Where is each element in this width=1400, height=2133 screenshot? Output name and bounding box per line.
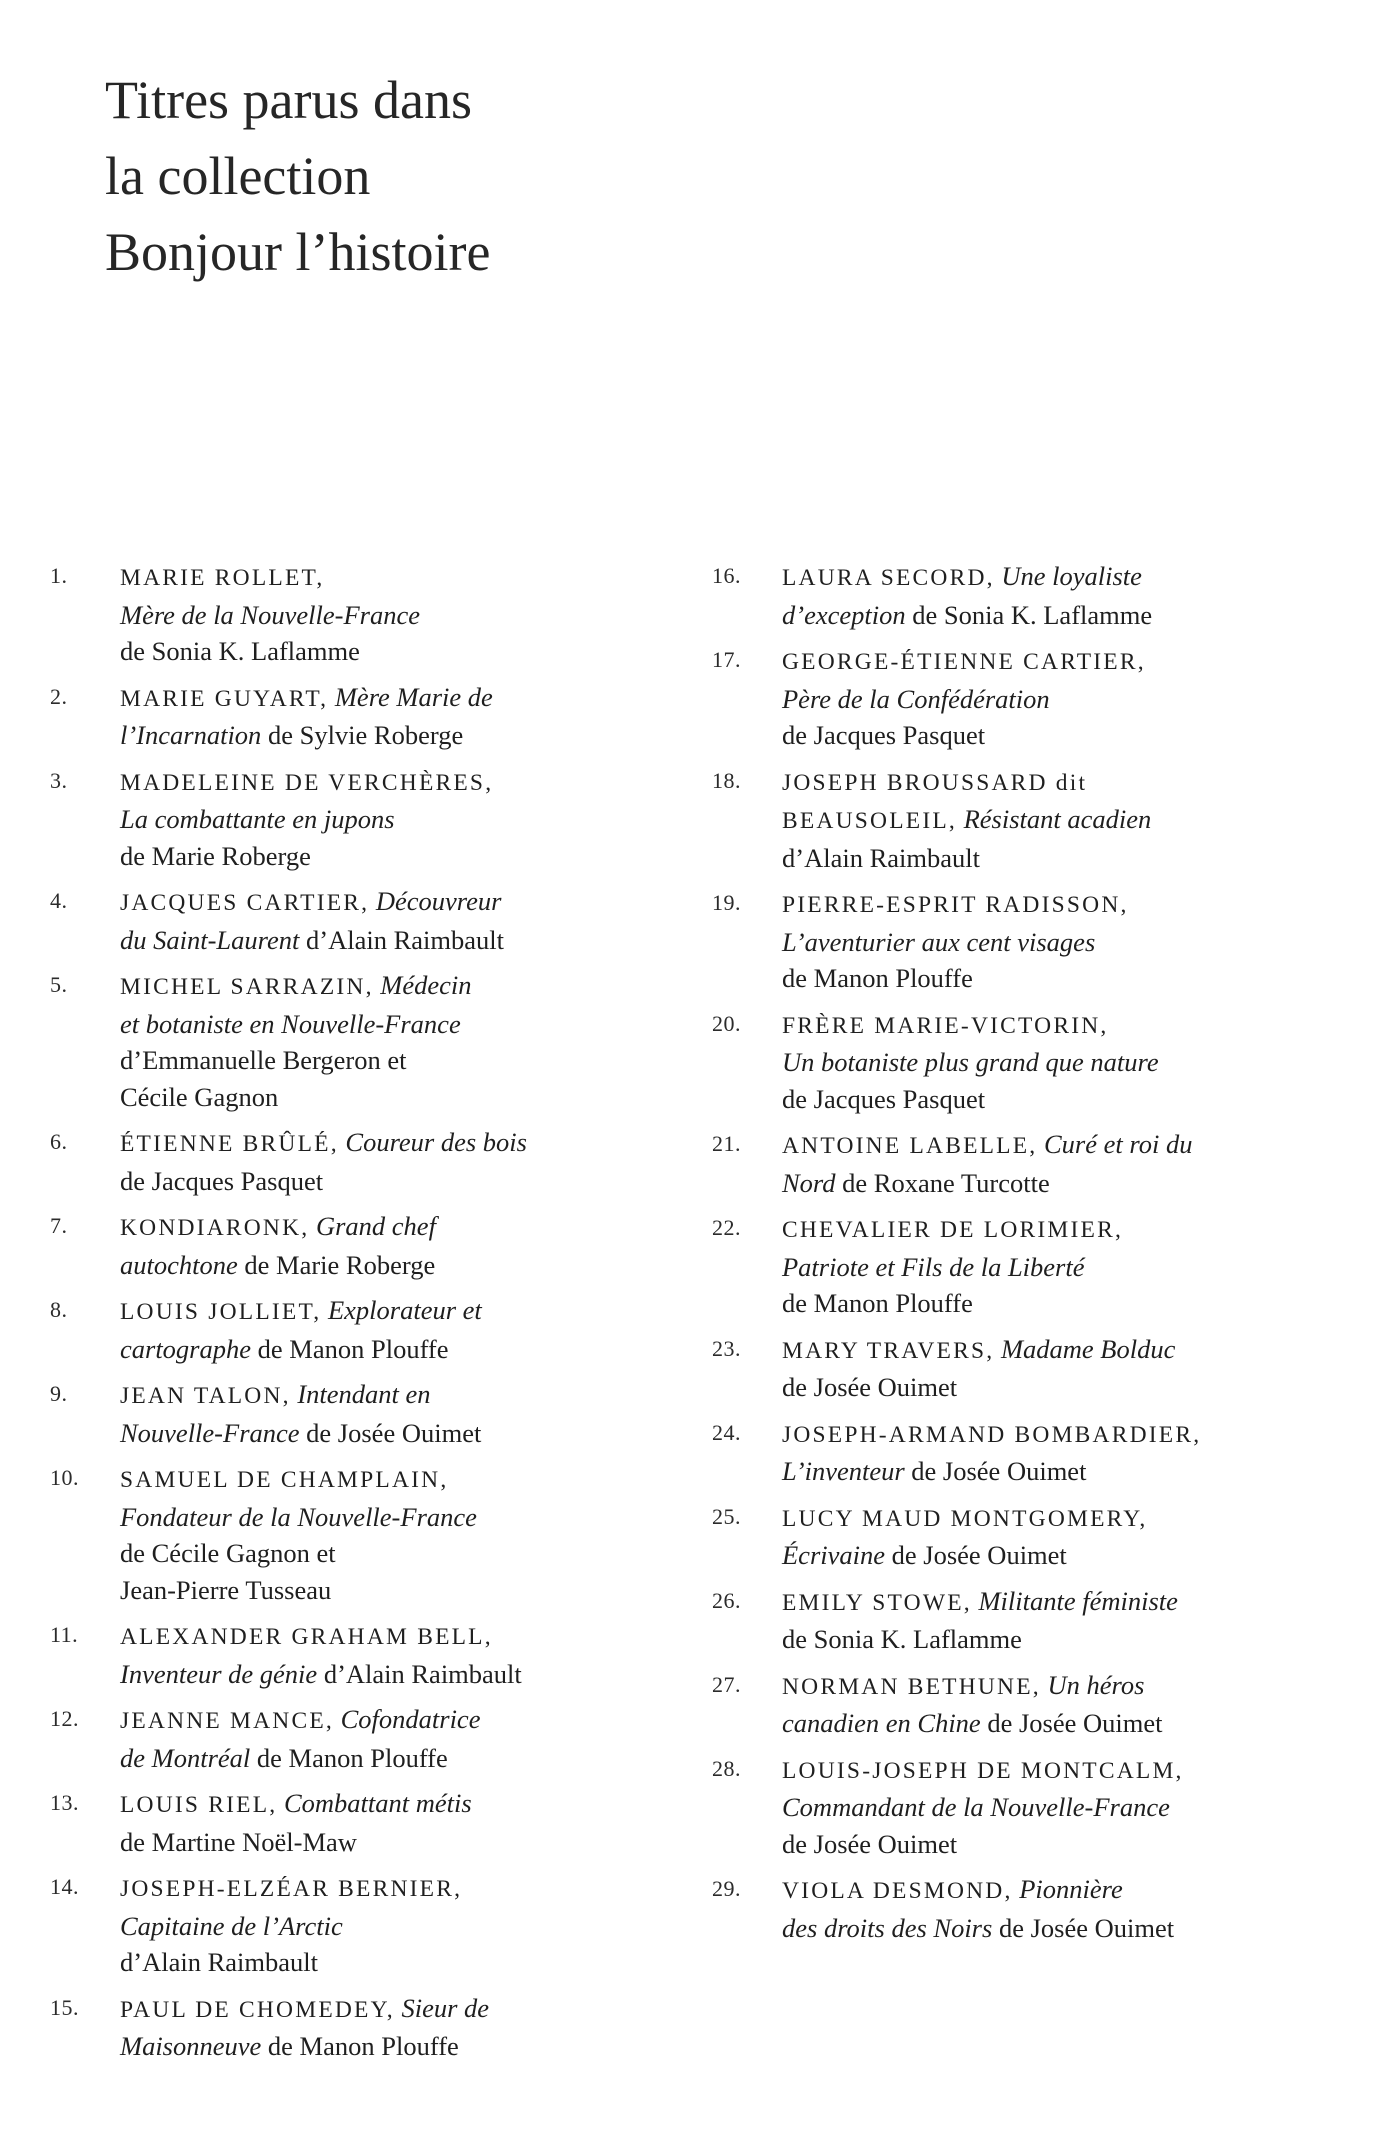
entry-number: 19.: [712, 890, 741, 915]
entry-author: [309, 1211, 316, 1241]
entry-name: MADELEINE DE VERCHÈRES,: [120, 769, 494, 796]
entry-subtitle: Patriote et Fils de la Liberté: [782, 1251, 1085, 1282]
entry-subtitle: L’aventurier aux cent visages: [782, 926, 1096, 957]
title-entry: [50, 1785, 620, 1860]
entry-name: ANTOINE LABELLE,: [782, 1133, 1038, 1159]
entry-name: JOSEPH BROUSSARD dit: [782, 769, 1088, 796]
entry-author: de Roxane Turcotte: [835, 1167, 1050, 1198]
title-line: Bonjour l’histoire: [105, 222, 491, 282]
entry-name: LOUIS JOLLIET,: [120, 1299, 322, 1325]
title-entry: [50, 883, 620, 958]
entry-subtitle: d’exception: [782, 599, 906, 630]
entry-subtitle: Madame Bolduc: [1000, 1333, 1176, 1364]
title-entry: [712, 642, 1312, 754]
entry-subtitle: Maisonneuve: [120, 2031, 262, 2061]
entry-author: de Manon Plouffe: [261, 2031, 459, 2061]
title-entry: [50, 763, 620, 875]
entry-text: [120, 1785, 620, 1860]
entry-subtitle: Grand chef: [315, 1211, 436, 1241]
entry-author: de Josée Ouimet: [904, 1456, 1087, 1486]
entry-author: de Marie Roberge: [120, 840, 311, 871]
entry-name: NORMAN BETHUNE,: [782, 1673, 1041, 1700]
entry-number: 26.: [712, 1587, 741, 1613]
title-entry: [712, 558, 1312, 633]
title-entry: [50, 1460, 620, 1608]
entry-subtitle: La combattante en jupons: [120, 804, 395, 834]
entry-number: 15.: [50, 1994, 79, 2020]
entry-text: [782, 1667, 1312, 1742]
entry-text: [120, 1292, 620, 1367]
title-entry: [712, 885, 1312, 997]
entry-text: [782, 885, 1312, 997]
entry-subtitle: Coureur des bois: [345, 1127, 527, 1157]
entry-author: de Marie Roberge: [237, 1249, 436, 1280]
entry-author: de Sonia K. Laflamme: [782, 1624, 1022, 1654]
entry-subtitle: autochtone: [120, 1249, 238, 1280]
title-entry: [50, 1124, 620, 1199]
entry-author: Jean-Pierre Tusseau: [120, 1574, 332, 1605]
entry-author: d’Alain Raimbault: [120, 1947, 318, 1977]
entry-subtitle: Père de la Confédération: [782, 683, 1050, 714]
entry-number: 4.: [50, 888, 68, 913]
entry-author: [277, 1788, 284, 1818]
entry-author: [369, 886, 376, 916]
entry-author: de Cécile Gagnon et: [120, 1538, 336, 1568]
entry-text: [782, 1499, 1312, 1574]
entry-subtitle: Inventeur de génie: [120, 1658, 318, 1689]
title-entry: [50, 1869, 620, 1981]
title-entry: [50, 967, 620, 1115]
entry-name: ÉTIENNE BRÛLÉ,: [120, 1131, 339, 1157]
entry-number: 16.: [712, 563, 741, 588]
entry-subtitle: Combattant métis: [283, 1788, 472, 1818]
entry-subtitle: canadien en Chine: [782, 1708, 981, 1738]
entry-subtitle: Un botaniste plus grand que nature: [782, 1047, 1159, 1077]
title-entry: [712, 1331, 1312, 1406]
entry-number: 23.: [712, 1335, 741, 1361]
entry-number: 8.: [50, 1297, 68, 1322]
entry-author: de Sonia K. Laflamme: [905, 599, 1153, 630]
entry-text: [782, 1331, 1312, 1406]
title-line: Titres parus dans: [105, 70, 473, 130]
entry-subtitle: Mère Marie de: [334, 681, 493, 712]
entry-author: de Manon Plouffe: [782, 963, 973, 993]
entry-text: [782, 1751, 1312, 1863]
entry-number: 18.: [712, 767, 741, 793]
entry-text: [120, 883, 620, 958]
entry-subtitle: Médecin: [380, 970, 472, 1000]
entry-subtitle: Intendant en: [297, 1379, 431, 1409]
entry-author: [334, 1704, 341, 1734]
entry-text: [120, 558, 620, 670]
title-entry: [712, 1667, 1312, 1742]
title-entry: [50, 1208, 620, 1283]
entry-author: de Josée Ouimet: [782, 1372, 958, 1402]
entry-subtitle: Résistant acadien: [963, 804, 1152, 834]
entry-name: LUCY MAUD MONTGOMERY,: [782, 1505, 1148, 1532]
entry-number: 7.: [50, 1213, 68, 1238]
entry-name: LOUIS-JOSEPH DE MONTCALM,: [782, 1757, 1184, 1784]
entry-text: [120, 1376, 620, 1451]
entry-name: ALEXANDER GRAHAM BELL,: [120, 1624, 493, 1650]
entry-subtitle: Une loyaliste: [1001, 561, 1142, 591]
entry-text: [782, 1415, 1312, 1490]
entry-number: 28.: [712, 1755, 741, 1781]
entry-subtitle: et botaniste en Nouvelle-France: [120, 1008, 461, 1039]
entry-text: [782, 1210, 1312, 1322]
entry-text: [120, 1701, 620, 1776]
entry-author: de Josée Ouimet: [782, 1828, 958, 1859]
entry-number: 9.: [50, 1381, 68, 1406]
title-entry: [50, 1990, 620, 2065]
entry-subtitle: du Saint-Laurent: [120, 924, 300, 955]
entry-name: MARY TRAVERS,: [782, 1337, 995, 1364]
title-entry: [712, 1126, 1312, 1201]
entry-name: CHEVALIER DE LORIMIER,: [782, 1217, 1124, 1243]
title-line: la collection: [105, 146, 371, 206]
entry-name: LOUIS RIEL,: [120, 1792, 278, 1818]
entry-subtitle: l’Incarnation: [120, 720, 262, 750]
title-entry: [712, 1751, 1312, 1863]
entry-subtitle: Curé et roi du: [1044, 1129, 1193, 1159]
entry-author: d’Alain Raimbault: [299, 924, 504, 955]
entry-number: 3.: [50, 767, 68, 793]
entry-subtitle: Nord: [782, 1167, 836, 1198]
entry-text: [782, 642, 1312, 754]
entry-author: de Manon Plouffe: [782, 1288, 973, 1318]
entry-text: [782, 1583, 1312, 1658]
entry-author: [321, 1295, 328, 1325]
entry-number: 12.: [50, 1706, 79, 1731]
titles-column-left: [50, 558, 620, 2074]
title-entry: [50, 1617, 620, 1692]
entry-name: JEAN TALON,: [120, 1383, 291, 1409]
entry-author: de Jacques Pasquet: [782, 1083, 986, 1114]
title-entry: [50, 1376, 620, 1451]
entry-author: d’Alain Raimbault: [782, 842, 980, 873]
entry-name: PIERRE-ESPRIT RADISSON,: [782, 892, 1129, 918]
entry-text: [120, 1460, 620, 1608]
entry-author: de Sonia K. Laflamme: [120, 636, 360, 666]
title-entry: [712, 1871, 1312, 1946]
title-entry: [712, 1415, 1312, 1490]
entry-author: de Jacques Pasquet: [120, 1165, 324, 1196]
entry-subtitle: L’inventeur: [782, 1456, 905, 1486]
entry-name: KONDIARONK,: [120, 1215, 310, 1241]
entry-author: de Manon Plouffe: [251, 1333, 449, 1364]
title-entry: [50, 1292, 620, 1367]
entry-name: GEORGE-ÉTIENNE CARTIER,: [782, 649, 1146, 675]
entry-subtitle: Un héros: [1047, 1669, 1145, 1700]
entry-name: JOSEPH-ELZÉAR BERNIER,: [120, 1876, 463, 1902]
entry-number: 1.: [50, 563, 68, 588]
entry-number: 22.: [712, 1215, 741, 1240]
entry-subtitle: Mère de la Nouvelle-France: [120, 599, 420, 630]
entry-name: MARIE ROLLET,: [120, 565, 325, 591]
entry-author: de Josée Ouimet: [299, 1417, 482, 1448]
entry-number: 5.: [50, 972, 68, 997]
entry-text: [120, 1990, 620, 2065]
entry-name: FRÈRE MARIE-VICTORIN,: [782, 1012, 1109, 1039]
entry-author: de Josée Ouimet: [980, 1708, 1163, 1738]
title-entry: [712, 1006, 1312, 1118]
title-entry: [712, 1499, 1312, 1574]
entry-name: MICHEL SARRAZIN,: [120, 974, 374, 1000]
title-entry: [712, 763, 1312, 877]
entry-name: JEANNE MANCE,: [120, 1708, 334, 1734]
entry-author: de Manon Plouffe: [250, 1742, 448, 1773]
entry-author: d’Alain Raimbault: [317, 1658, 522, 1689]
entry-name: JACQUES CARTIER,: [120, 890, 370, 916]
entry-subtitle: Capitaine de l’Arctic: [120, 1910, 343, 1941]
entry-number: 25.: [712, 1503, 741, 1529]
entry-name: MARIE GUYART,: [120, 685, 329, 712]
entry-number: 21.: [712, 1131, 741, 1156]
entry-text: [120, 763, 620, 875]
entry-name: EMILY STOWE,: [782, 1589, 972, 1616]
entry-name: BEAUSOLEIL,: [782, 808, 957, 834]
entry-name: SAMUEL DE CHAMPLAIN,: [120, 1467, 449, 1493]
title-entry: [712, 1210, 1312, 1322]
entry-subtitle: Explorateur et: [327, 1295, 482, 1325]
entry-number: 11.: [50, 1622, 79, 1647]
entry-name: VIOLA DESMOND,: [782, 1878, 1013, 1904]
entry-subtitle: Militante féministe: [978, 1585, 1178, 1616]
entry-author: de Martine Noël-Maw: [120, 1826, 357, 1857]
entry-number: 24.: [712, 1419, 741, 1445]
entry-author: de Josée Ouimet: [885, 1540, 1067, 1570]
entry-author: Cécile Gagnon: [120, 1081, 279, 1112]
entry-number: 20.: [712, 1010, 741, 1036]
page-title: [105, 62, 490, 290]
entry-text: [120, 967, 620, 1115]
entry-author: [994, 1334, 1001, 1364]
entry-number: 2.: [50, 683, 68, 709]
entry-text: [782, 1871, 1312, 1946]
entry-author: de Josée Ouimet: [992, 1912, 1175, 1943]
entry-author: de Sylvie Roberge: [261, 720, 464, 750]
entry-subtitle: de Montréal: [120, 1742, 251, 1773]
titles-column-right: [712, 558, 1312, 1955]
title-entry: [50, 558, 620, 670]
entry-subtitle: Découvreur: [375, 886, 502, 916]
entry-subtitle: Sieur de: [401, 1992, 490, 2023]
entry-author: de Jacques Pasquet: [782, 720, 986, 750]
entry-text: [120, 1208, 620, 1283]
entry-text: [120, 1617, 620, 1692]
entry-number: 27.: [712, 1671, 741, 1697]
title-entry: [50, 1701, 620, 1776]
entry-name: JOSEPH-ARMAND BOMBARDIER,: [782, 1421, 1202, 1448]
entry-number: 14.: [50, 1874, 79, 1899]
entry-text: [782, 1126, 1312, 1201]
title-entry: [712, 1583, 1312, 1658]
entry-subtitle: cartographe: [120, 1333, 252, 1364]
entry-number: 10.: [50, 1465, 79, 1490]
entry-subtitle: Commandant de la Nouvelle-France: [782, 1792, 1170, 1822]
entry-text: [782, 1006, 1312, 1118]
title-entry: [50, 679, 620, 754]
entry-author: [957, 804, 964, 834]
entry-subtitle: Écrivaine: [782, 1540, 886, 1570]
entry-number: 13.: [50, 1790, 79, 1815]
entry-text: [782, 558, 1312, 633]
entry-author: [1037, 1129, 1044, 1159]
entry-subtitle: Pionnière: [1019, 1874, 1123, 1904]
entry-name: LAURA SECORD,: [782, 565, 995, 591]
entry-text: [782, 763, 1312, 877]
entry-text: [120, 1869, 620, 1981]
entry-number: 6.: [50, 1129, 68, 1154]
entry-subtitle: Cofondatrice: [340, 1704, 481, 1734]
entry-subtitle: des droits des Noirs: [782, 1912, 993, 1943]
entry-text: [120, 679, 620, 754]
entry-subtitle: Nouvelle-France: [120, 1417, 300, 1448]
entry-author: d’Emmanuelle Bergeron et: [120, 1045, 407, 1075]
entry-subtitle: Fondateur de la Nouvelle-France: [120, 1501, 477, 1532]
entry-number: 29.: [712, 1876, 741, 1901]
entry-text: [120, 1124, 620, 1199]
entry-name: PAUL DE CHOMEDEY,: [120, 1996, 395, 2023]
entry-number: 17.: [712, 647, 741, 672]
entry-author: [328, 682, 335, 712]
